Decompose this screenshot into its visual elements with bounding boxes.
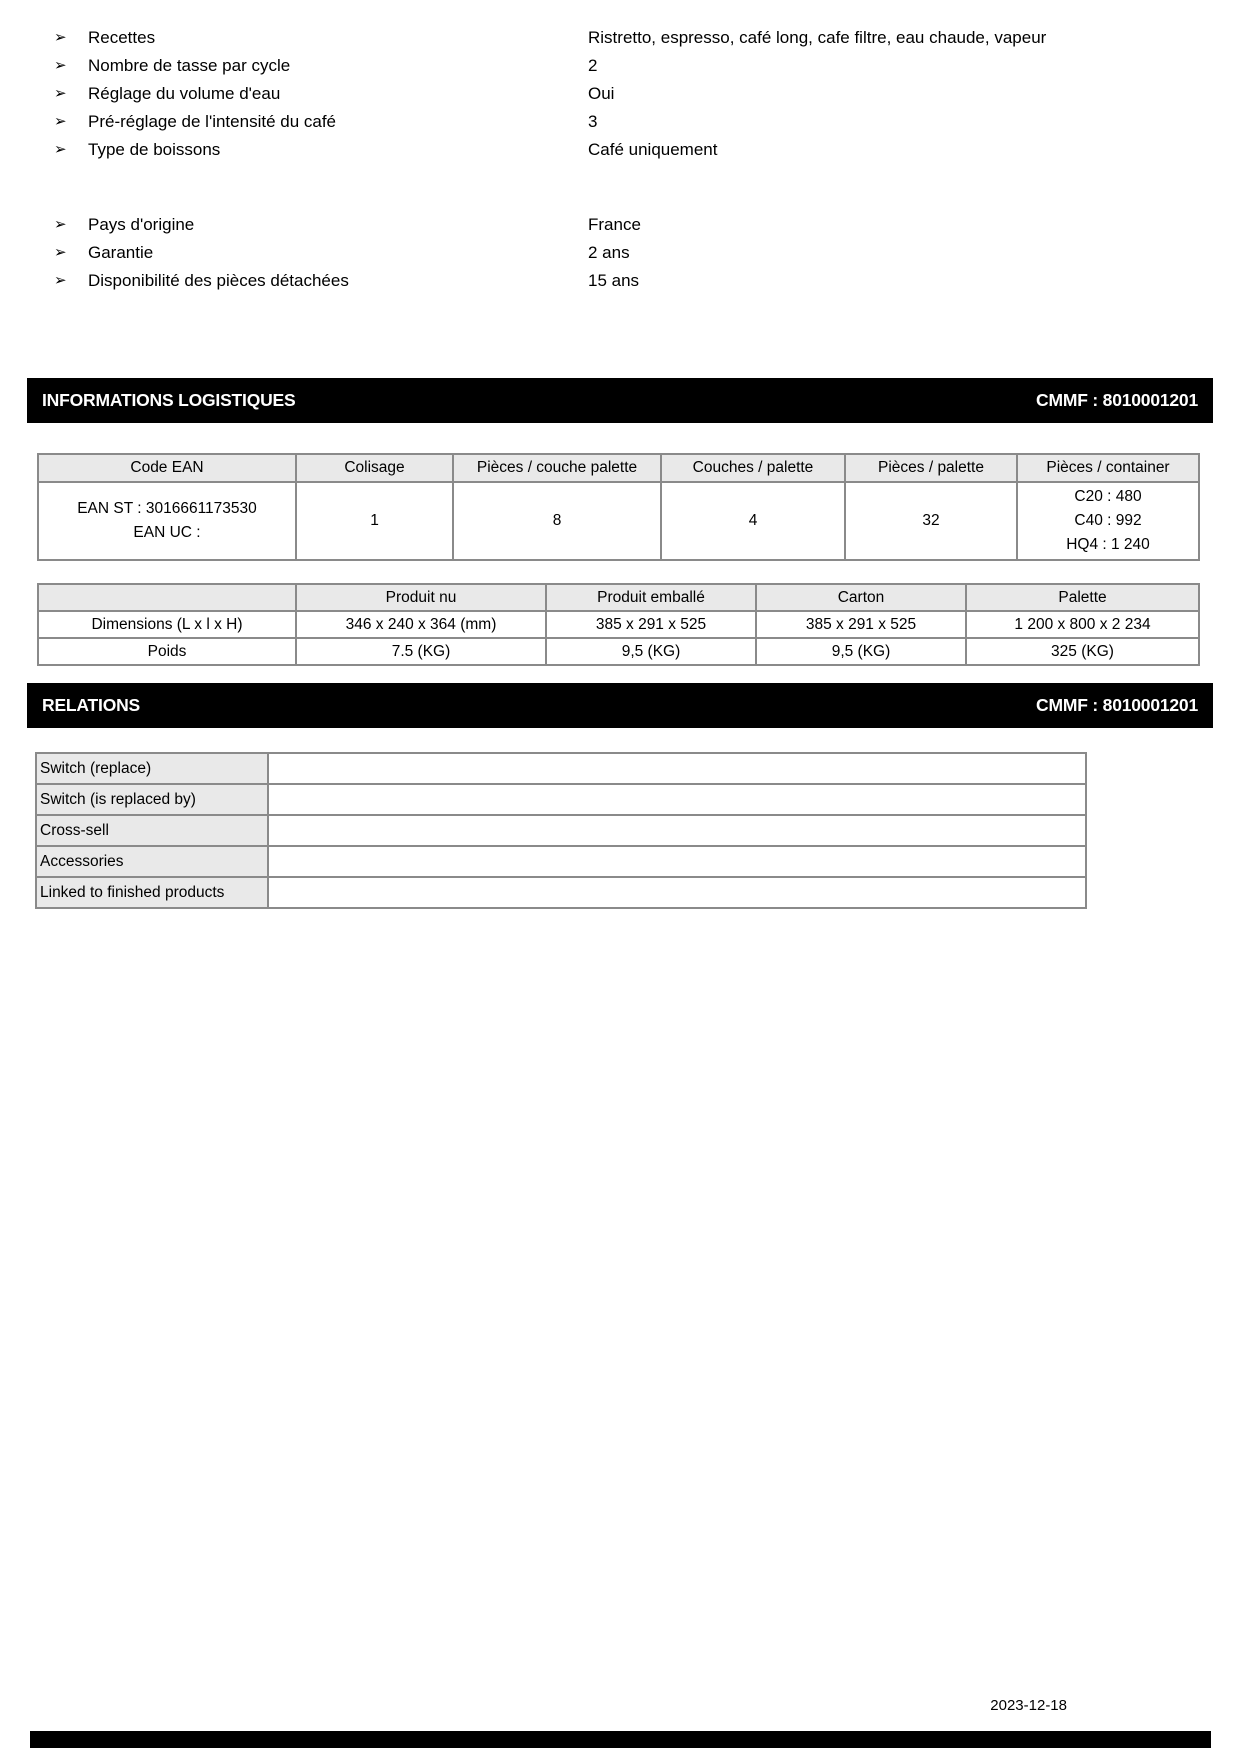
arrow-bullet-icon: ➢	[54, 141, 67, 158]
spec-label: Disponibilité des pièces détachées	[88, 271, 349, 290]
ean-uc: EAN UC :	[133, 524, 201, 541]
spec-label: Type de boissons	[88, 140, 221, 159]
arrow-bullet-icon: ➢	[54, 57, 67, 74]
arrow-bullet-icon: ➢	[54, 216, 67, 233]
spec-label: Pays d'origine	[88, 215, 195, 234]
spec-value: France	[588, 215, 641, 234]
dimensions-row	[38, 611, 1199, 638]
logistics-table-header-row	[38, 454, 1199, 482]
col-header-produit-nu: Produit nu	[296, 584, 546, 611]
relation-row-switch-replaced-by	[36, 784, 1086, 815]
arrow-bullet-icon: ➢	[54, 113, 67, 130]
cell-poids-produit-emballe: 9,5 (KG)	[546, 638, 756, 665]
footer-date: 2023-12-18	[990, 1697, 1067, 1714]
spec-label: Réglage du volume d'eau	[88, 84, 281, 103]
cell-dim-produit-nu: 346 x 240 x 364 (mm)	[296, 611, 546, 638]
spec-value: 2	[588, 56, 598, 75]
logistics-table	[37, 453, 1200, 561]
col-header-palette: Palette	[966, 584, 1199, 611]
relation-value-empty	[268, 877, 1086, 908]
relation-value-empty	[268, 753, 1086, 784]
col-header-produit-emballe: Produit emballé	[546, 584, 756, 611]
arrow-bullet-icon: ➢	[54, 272, 67, 289]
spec-value: Café uniquement	[588, 140, 718, 159]
cell-dim-palette: 1 200 x 800 x 2 234	[966, 611, 1199, 638]
row-label-poids: Poids	[38, 638, 296, 665]
relation-row-linked-finished-products	[36, 877, 1086, 908]
relations-table	[35, 752, 1087, 909]
col-header-pieces-palette: Pièces / palette	[845, 454, 1017, 482]
section-header-logistics	[27, 378, 1213, 423]
relation-label: Switch (replace)	[36, 753, 268, 784]
spec-row-tasses-par-cycle	[0, 52, 1241, 80]
section-title: INFORMATIONS LOGISTIQUES	[42, 390, 296, 410]
spec-row-recettes	[0, 24, 1241, 52]
col-header-pieces-couche-palette: Pièces / couche palette	[453, 454, 661, 482]
spec-label: Garantie	[88, 243, 154, 262]
arrow-bullet-icon: ➢	[54, 85, 67, 102]
poids-row	[38, 638, 1199, 665]
spec-row-garantie	[0, 239, 1241, 267]
spec-row-pieces-detachees	[0, 267, 1241, 295]
relation-label: Switch (is replaced by)	[36, 784, 268, 815]
relation-label: Linked to finished products	[36, 877, 268, 908]
container-c40: C40 : 992	[1074, 512, 1142, 529]
spec-list-origin-warranty	[0, 211, 1241, 295]
col-header-colisage: Colisage	[296, 454, 453, 482]
spec-row-intensite-cafe	[0, 108, 1241, 136]
relation-value-empty	[268, 815, 1086, 846]
col-header-carton: Carton	[756, 584, 966, 611]
dimensions-table-header-row	[38, 584, 1199, 611]
dimensions-table	[37, 583, 1200, 666]
cell-pieces-container	[1017, 482, 1199, 560]
col-header-empty	[38, 584, 296, 611]
spec-value: 2 ans	[588, 243, 630, 262]
col-header-couches-palette: Couches / palette	[661, 454, 845, 482]
spec-row-pays-origine	[0, 211, 1241, 239]
cmmf-code: CMMF : 8010001201	[1036, 695, 1198, 715]
relation-label: Accessories	[36, 846, 268, 877]
cell-couches-palette: 4	[661, 482, 845, 560]
ean-st: EAN ST : 3016661173530	[77, 500, 257, 517]
spec-row-type-boissons	[0, 136, 1241, 164]
spec-value: Oui	[588, 84, 615, 103]
footer-bar	[30, 1731, 1211, 1748]
spec-label: Pré-réglage de l'intensité du café	[88, 112, 337, 131]
relation-row-cross-sell	[36, 815, 1086, 846]
spec-row-reglage-volume-eau	[0, 80, 1241, 108]
relation-label: Cross-sell	[36, 815, 268, 846]
section-header-relations	[27, 683, 1213, 728]
cell-dim-produit-emballe: 385 x 291 x 525	[546, 611, 756, 638]
col-header-code-ean: Code EAN	[38, 454, 296, 482]
relation-row-accessories	[36, 846, 1086, 877]
section-title: RELATIONS	[42, 695, 141, 715]
cell-poids-produit-nu: 7.5 (KG)	[296, 638, 546, 665]
row-label-dimensions: Dimensions (L x l x H)	[38, 611, 296, 638]
cmmf-code: CMMF : 8010001201	[1036, 390, 1198, 410]
spec-value: 3	[588, 112, 598, 131]
container-hq4: HQ4 : 1 240	[1066, 536, 1150, 553]
cell-dim-carton: 385 x 291 x 525	[756, 611, 966, 638]
relation-row-switch-replace	[36, 753, 1086, 784]
arrow-bullet-icon: ➢	[54, 244, 67, 261]
logistics-table-data-row	[38, 482, 1199, 560]
relation-value-empty	[268, 784, 1086, 815]
cell-colisage: 1	[296, 482, 453, 560]
cell-pieces-palette: 32	[845, 482, 1017, 560]
spec-value: Ristretto, espresso, café long, cafe filtre, eau chaude, vapeur	[588, 28, 1047, 47]
container-c20: C20 : 480	[1074, 488, 1142, 505]
cell-pieces-couche-palette: 8	[453, 482, 661, 560]
spec-list-features	[0, 24, 1241, 164]
cell-poids-palette: 325 (KG)	[966, 638, 1199, 665]
arrow-bullet-icon: ➢	[54, 29, 67, 46]
cell-poids-carton: 9,5 (KG)	[756, 638, 966, 665]
relation-value-empty	[268, 846, 1086, 877]
spec-label: Nombre de tasse par cycle	[88, 56, 291, 75]
cell-ean	[38, 482, 296, 560]
spec-value: 15 ans	[588, 271, 640, 290]
col-header-pieces-container: Pièces / container	[1017, 454, 1199, 482]
spec-label: Recettes	[88, 28, 156, 47]
